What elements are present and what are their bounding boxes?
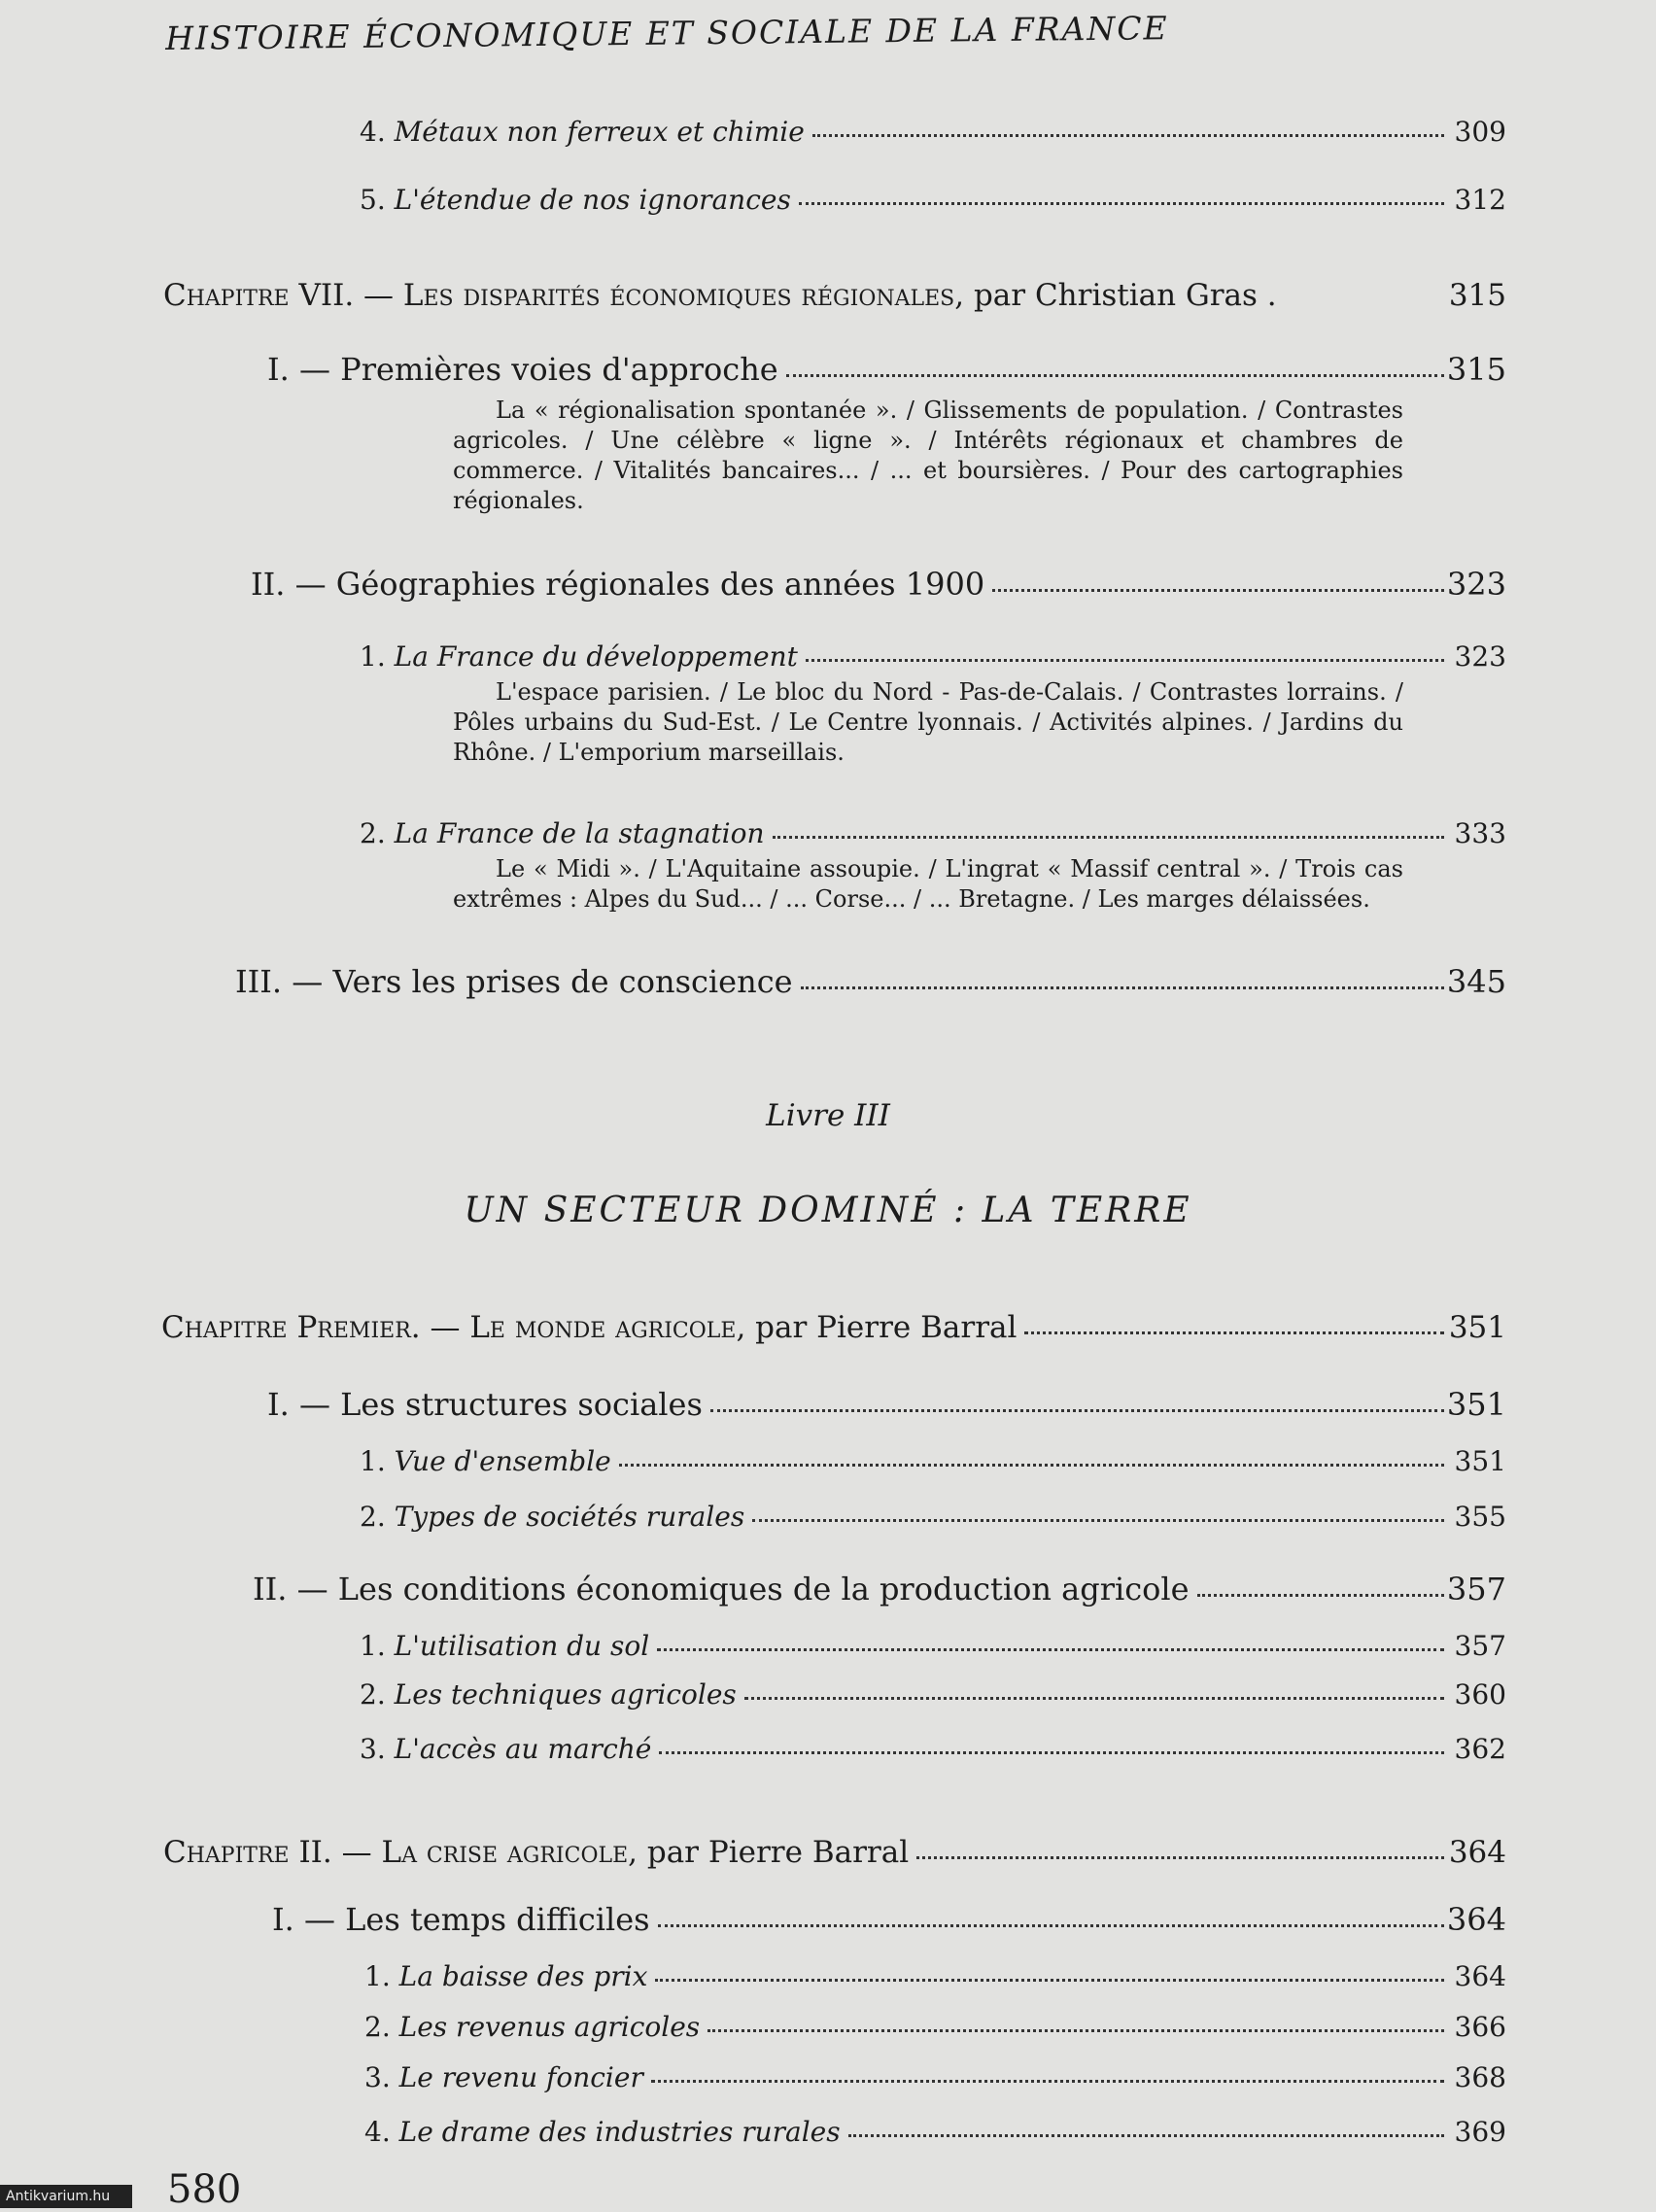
page-ref: 312 (1454, 184, 1506, 216)
dot-leader (848, 2134, 1444, 2137)
page-ref: 345 (1446, 963, 1506, 1000)
dot-leader (752, 1519, 1444, 1522)
dot-leader (992, 589, 1444, 592)
dot-leader (655, 1979, 1444, 1982)
section-title: I. — Les structures sociales (267, 1386, 703, 1423)
toc-entry (360, 105, 1506, 148)
toc-entry (360, 630, 1506, 673)
chapter-author: par Pierre Barral (755, 1310, 1018, 1345)
chapter-author: par Christian Gras . (973, 278, 1277, 313)
dot-leader (619, 1464, 1444, 1467)
toc-entry (360, 1619, 1506, 1662)
section-title: I. — Premières voies d'approche (267, 351, 778, 388)
page-ref: 333 (1454, 817, 1506, 849)
dot-leader (657, 1648, 1444, 1651)
toc-entry (364, 2051, 1506, 2093)
section-title: III. — Vers les prises de conscience (235, 963, 793, 1000)
chapter-title: Chapitre II. — La crise agricole, (163, 1835, 638, 1870)
entry-number: 2. (360, 817, 386, 849)
page-number: 580 (167, 2167, 242, 2212)
page-ref: 323 (1454, 640, 1506, 673)
toc-section (235, 957, 1506, 1000)
entry-title: La France de la stagnation (394, 817, 765, 849)
toc-section (267, 345, 1506, 388)
dot-leader (773, 836, 1444, 839)
entry-number: 3. (364, 2061, 391, 2093)
section-title: II. — Géographies régionales des années 1900 (251, 566, 985, 603)
page-ref: 368 (1454, 2061, 1506, 2093)
page-ref: 351 (1446, 1386, 1506, 1423)
entry-title: Vue d'ensemble (394, 1445, 611, 1477)
toc-section (251, 560, 1506, 603)
entry-title: La baisse des prix (398, 1960, 648, 1992)
page-ref: 357 (1454, 1630, 1506, 1662)
dot-leader (786, 374, 1444, 377)
entry-number: 3. (360, 1733, 386, 1765)
toc-section (267, 1380, 1506, 1423)
page-ref: 364 (1454, 1960, 1506, 1992)
section-summary: La « régionalisation spontanée ». / Glissements de population. / Contrastes agricoles. / Une célèbre « ligne ». / Intérêts régionaux et chambres de commerce. / Vitalités bancaires... / ... et boursières. / Pour des cartographies régionales. (453, 397, 1403, 514)
toc-entry (360, 1722, 1506, 1765)
page-ref: 357 (1446, 1571, 1506, 1607)
dot-leader (744, 1697, 1444, 1700)
entry-title: Les revenus agricoles (398, 2011, 701, 2043)
toc-entry (360, 173, 1506, 216)
entry-title: L'accès au marché (394, 1733, 652, 1765)
dot-leader (799, 202, 1444, 205)
dot-leader (1024, 1331, 1444, 1334)
entry-title: L'étendue de nos ignorances (394, 184, 791, 216)
dot-leader (916, 1856, 1444, 1859)
chapter-title: Chapitre Premier. — Le monde agricole, (161, 1310, 746, 1345)
entry-number: 2. (360, 1678, 386, 1711)
entry-title: Le revenu foncier (398, 2061, 643, 2093)
entry-number: 2. (360, 1501, 386, 1533)
book-part-label: Livre III (766, 1098, 890, 1133)
entry-number: 4. (364, 2116, 391, 2148)
entry-title: Le drame des industries rurales (398, 2116, 841, 2148)
toc-entry (360, 1668, 1506, 1711)
dot-leader (659, 1751, 1444, 1754)
page-ref: 323 (1446, 566, 1506, 603)
entry-title: La France du développement (394, 640, 798, 673)
section-summary: Le « Midi ». / L'Aquitaine assoupie. / L'ingrat « Massif central ». / Trois cas extrêmes : Alpes du Sud... / ... Corse... / ... Bretagne. / Les marges délaissées. (453, 855, 1403, 913)
entry-title: Métaux non ferreux et chimie (394, 116, 805, 148)
page-ref: 366 (1454, 2011, 1506, 2043)
entry-number: 1. (360, 640, 386, 673)
toc-chapter (163, 1827, 1506, 1870)
toc-entry (364, 2000, 1506, 2043)
entry-number: 5. (360, 184, 386, 216)
page-ref: 364 (1448, 1835, 1506, 1870)
dot-leader (812, 134, 1444, 137)
toc-chapter (161, 1302, 1506, 1345)
watermark: Antikvarium.hu (0, 2185, 132, 2208)
page-ref: 315 (1446, 351, 1506, 388)
toc-entry (364, 1950, 1506, 1992)
dot-leader (710, 1409, 1444, 1412)
entry-title: Les techniques agricoles (394, 1678, 737, 1711)
toc-chapter (163, 270, 1506, 313)
entry-title: Types de sociétés rurales (394, 1501, 745, 1533)
chapter-title: Chapitre VII. — Les disparités économiques régionales, (163, 278, 965, 313)
section-title: I. — Les temps difficiles (272, 1901, 650, 1938)
entry-number: 4. (360, 116, 386, 148)
page-ref: 362 (1454, 1733, 1506, 1765)
page-ref: 309 (1454, 116, 1506, 148)
chapter-author: par Pierre Barral (646, 1835, 910, 1870)
page-ref: 315 (1448, 278, 1506, 313)
book-part-title: UN SECTEUR DOMINÉ : LA TERRE (464, 1191, 1192, 1230)
page-ref: 351 (1448, 1310, 1506, 1345)
page-ref: 355 (1454, 1501, 1506, 1533)
dot-leader (651, 2080, 1444, 2083)
dot-leader (1197, 1594, 1444, 1597)
dot-leader (806, 659, 1444, 662)
dot-leader (801, 986, 1444, 989)
section-title: II. — Les conditions économiques de la production agricole (253, 1571, 1190, 1607)
toc-entry (360, 1434, 1506, 1477)
toc-entry (360, 1490, 1506, 1533)
entry-number: 2. (364, 2011, 391, 2043)
page-ref: 351 (1454, 1445, 1506, 1477)
page-ref: 364 (1446, 1901, 1506, 1938)
entry-number: 1. (360, 1445, 386, 1477)
toc-section (253, 1565, 1506, 1607)
entry-number: 1. (364, 1960, 391, 1992)
entry-number: 1. (360, 1630, 386, 1662)
toc-entry (360, 807, 1506, 849)
page-ref: 360 (1454, 1678, 1506, 1711)
page-ref: 369 (1454, 2116, 1506, 2148)
section-summary: L'espace parisien. / Le bloc du Nord - Pas-de-Calais. / Contrastes lorrains. / Pôles urbains du Sud-Est. / Le Centre lyonnais. / Activités alpines. / Jardins du Rhône. / L'emporium marseillais. (453, 678, 1403, 766)
dot-leader (707, 2029, 1444, 2032)
entry-title: L'utilisation du sol (394, 1630, 650, 1662)
toc-section (272, 1895, 1506, 1938)
running-header: HISTOIRE ÉCONOMIQUE ET SOCIALE DE LA FRANCE (165, 9, 1169, 57)
dot-leader (658, 1924, 1444, 1927)
toc-entry (364, 2105, 1506, 2148)
